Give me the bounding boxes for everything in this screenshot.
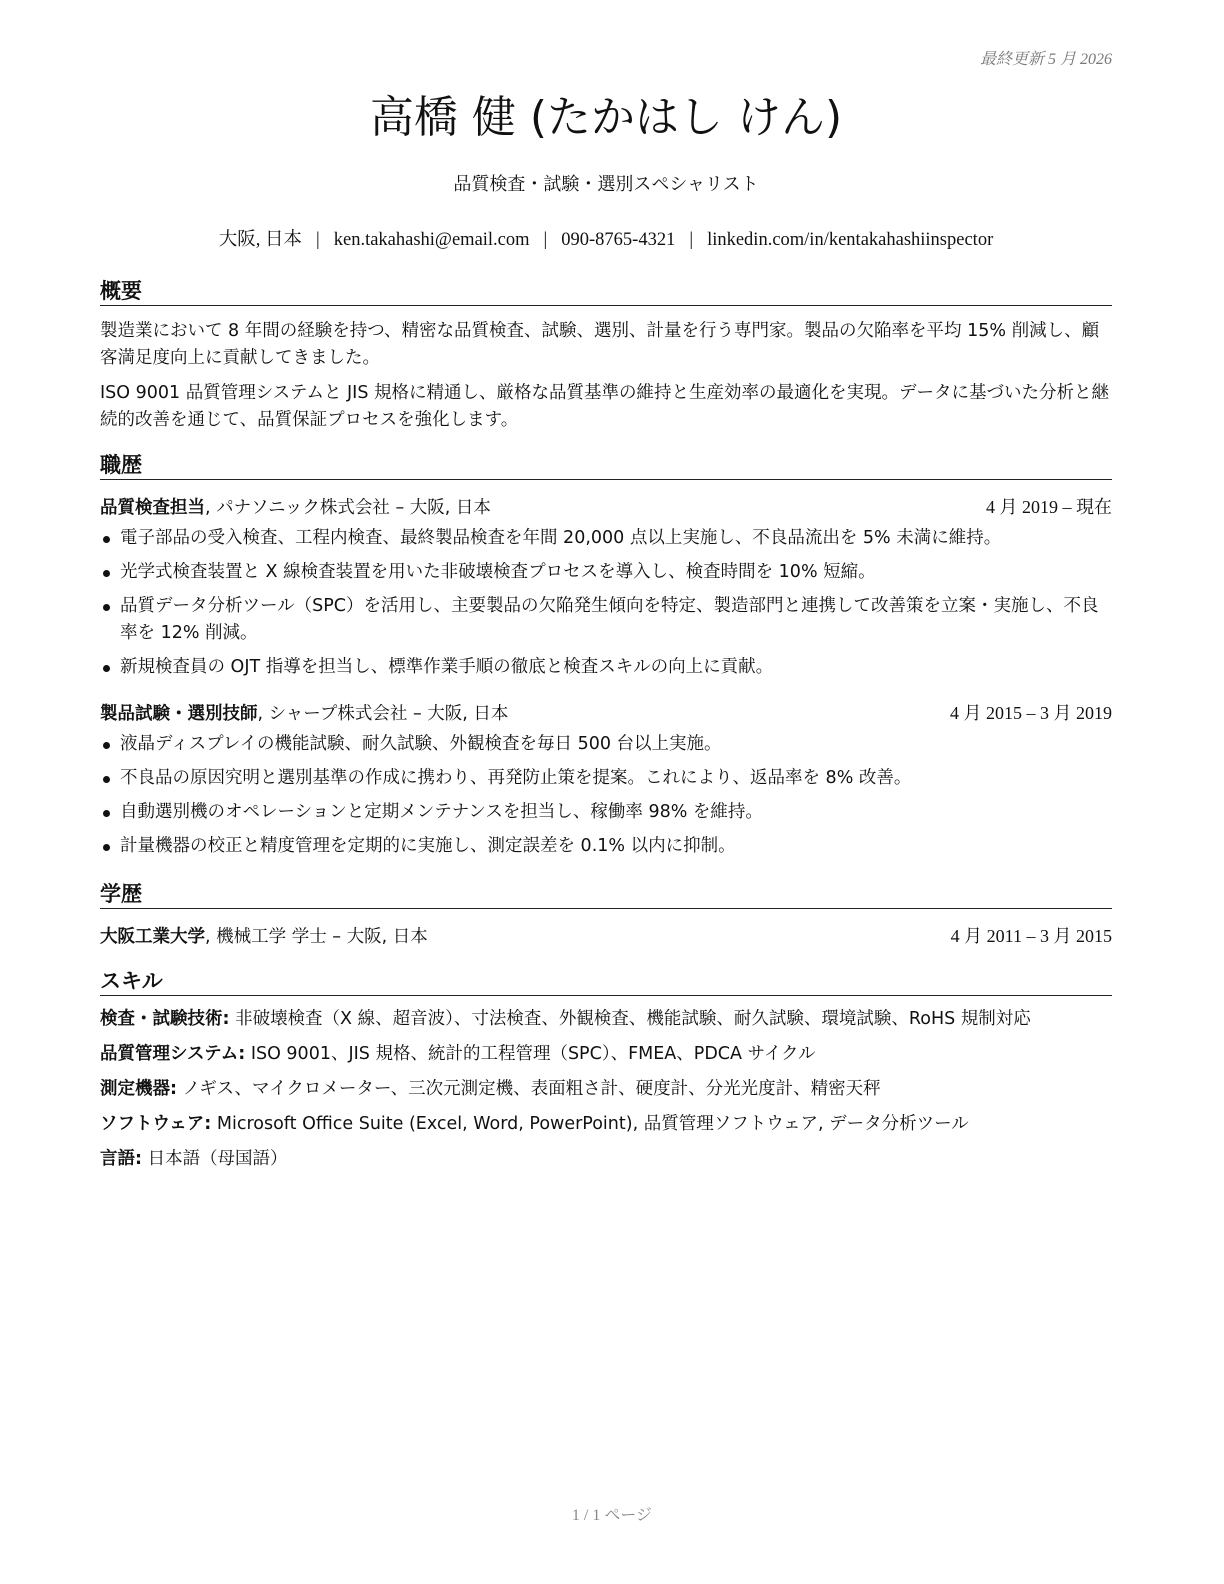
degree-detail: , 機械工学 学士 – 大阪, 日本 xyxy=(205,927,428,947)
page-number: 1 / 1 ページ xyxy=(571,1507,653,1524)
skill-label: 検査・試験技術: xyxy=(100,1009,230,1029)
skills-section xyxy=(100,968,1112,1177)
summary-section xyxy=(100,278,1112,434)
education-section xyxy=(100,881,1112,950)
job-date: 4 月 2015 – 3 月 2019 xyxy=(950,703,1112,723)
list-item: 計量機器の校正と精度管理を定期的に実施し、測定誤差を 0.1% 以内に抑制。 xyxy=(100,833,1112,860)
skill-label: 測定機器: xyxy=(100,1079,177,1099)
section-heading-summary: 概要 xyxy=(100,278,1112,306)
skill-value: 非破壊検査（X 線、超音波）、寸法検査、外観検査、機能試験、耐久試験、環境試験、RoHS 規制対応 xyxy=(229,1009,1031,1029)
job-org: , パナソニック株式会社 – 大阪, 日本 xyxy=(205,498,491,518)
education-date: 4 月 2011 – 3 月 2015 xyxy=(950,926,1112,946)
list-item: 品質データ分析ツール（SPC）を活用し、主要製品の欠陥発生傾向を特定、製造部門と連携して改善策を立案・実施し、不良率を 12% 削減。 xyxy=(100,593,1112,647)
job-role xyxy=(100,495,491,521)
job-title-text: 製品試験・選別技師 xyxy=(100,704,258,724)
education-entry xyxy=(100,924,428,950)
separator: | xyxy=(316,230,320,250)
contact-phone: 090-8765-4321 xyxy=(561,230,676,250)
section-heading-skills: スキル xyxy=(100,968,1112,996)
skill-line xyxy=(100,1002,1112,1037)
education-row xyxy=(100,923,1112,950)
summary-paragraph: 製造業において 8 年間の経験を持つ、精密な品質検査、試験、選別、計量を行う専門家。製品の欠陥率を平均 15% 削減し、顧客満足度向上に貢献してきました。 xyxy=(100,321,1100,368)
contact-line xyxy=(100,225,1112,251)
last-updated: 最終更新 5 月 2026 xyxy=(979,51,1112,68)
contact-location: 大阪, 日本 xyxy=(218,230,303,250)
list-item: 電子部品の受入検査、工程内検査、最終製品検査を年間 20,000 点以上実施し、不良品流出を 5% 未満に維持。 xyxy=(100,525,1112,552)
job-title: 品質検査・試験・選別スペシャリスト xyxy=(453,174,759,195)
skills-list xyxy=(100,1002,1112,1177)
job-header xyxy=(100,700,1112,727)
job-org: , シャープ株式会社 – 大阪, 日本 xyxy=(257,704,509,724)
job-date: 4 月 2019 – 現在 xyxy=(986,497,1112,517)
job-bullets xyxy=(100,731,1112,860)
section-heading-experience: 職歴 xyxy=(100,452,1112,480)
job-header xyxy=(100,494,1112,521)
summary-paragraph: ISO 9001 品質管理システムと JIS 規格に精通し、厳格な品質基準の維持と生産効率の最適化を実現。データに基づいた分析と継続的改善を通じて、品質保証プロセスを強化します。 xyxy=(100,383,1110,430)
skill-label: 言語: xyxy=(100,1149,142,1169)
skill-value: ノギス、マイクロメーター、三次元測定機、表面粗さ計、硬度計、分光光度計、精密天秤 xyxy=(177,1079,881,1099)
school-name: 大阪工業大学 xyxy=(100,927,205,947)
contact-linkedin[interactable]: linkedin.com/in/kentakahashiinspector xyxy=(707,230,994,250)
job-bullets xyxy=(100,525,1112,681)
job-role xyxy=(100,701,508,727)
list-item: 自動選別機のオペレーションと定期メンテナンスを担当し、稼働率 98% を維持。 xyxy=(100,799,1112,826)
candidate-name: 高橋 健 (たかはし けん) xyxy=(369,92,843,143)
skill-value: Microsoft Office Suite (Excel, Word, PowerPoint), 品質管理ソフトウェア, データ分析ツール xyxy=(211,1114,969,1134)
separator: | xyxy=(543,230,548,250)
separator: | xyxy=(689,230,694,250)
experience-section xyxy=(100,452,1112,867)
skill-line xyxy=(100,1072,1112,1107)
list-item: 光学式検査装置と X 線検査装置を用いた非破壊検査プロセスを導入し、検査時間を 10% 短縮。 xyxy=(100,559,1112,586)
job-title-text: 品質検査担当 xyxy=(100,498,205,518)
contact-email[interactable]: ken.takahashi@email.com xyxy=(333,230,530,250)
skill-label: 品質管理システム: xyxy=(100,1044,246,1064)
skill-label: ソフトウェア: xyxy=(100,1114,212,1134)
list-item: 新規検査員の OJT 指導を担当し、標準作業手順の徹底と検査スキルの向上に貢献。 xyxy=(100,654,1112,681)
skill-value: ISO 9001、JIS 規格、統計的工程管理（SPC）、FMEA、PDCA サイクル xyxy=(245,1044,816,1064)
skill-value: 日本語（母国語） xyxy=(142,1149,288,1169)
skill-line xyxy=(100,1107,1112,1142)
list-item: 不良品の原因究明と選別基準の作成に携わり、再発防止策を提案。これにより、返品率を 8% 改善。 xyxy=(100,765,1112,792)
list-item: 液晶ディスプレイの機能試験、耐久試験、外観検査を毎日 500 台以上実施。 xyxy=(100,731,1112,758)
skill-line xyxy=(100,1037,1112,1072)
skill-line xyxy=(100,1142,1112,1177)
section-heading-education: 学歴 xyxy=(100,881,1112,909)
